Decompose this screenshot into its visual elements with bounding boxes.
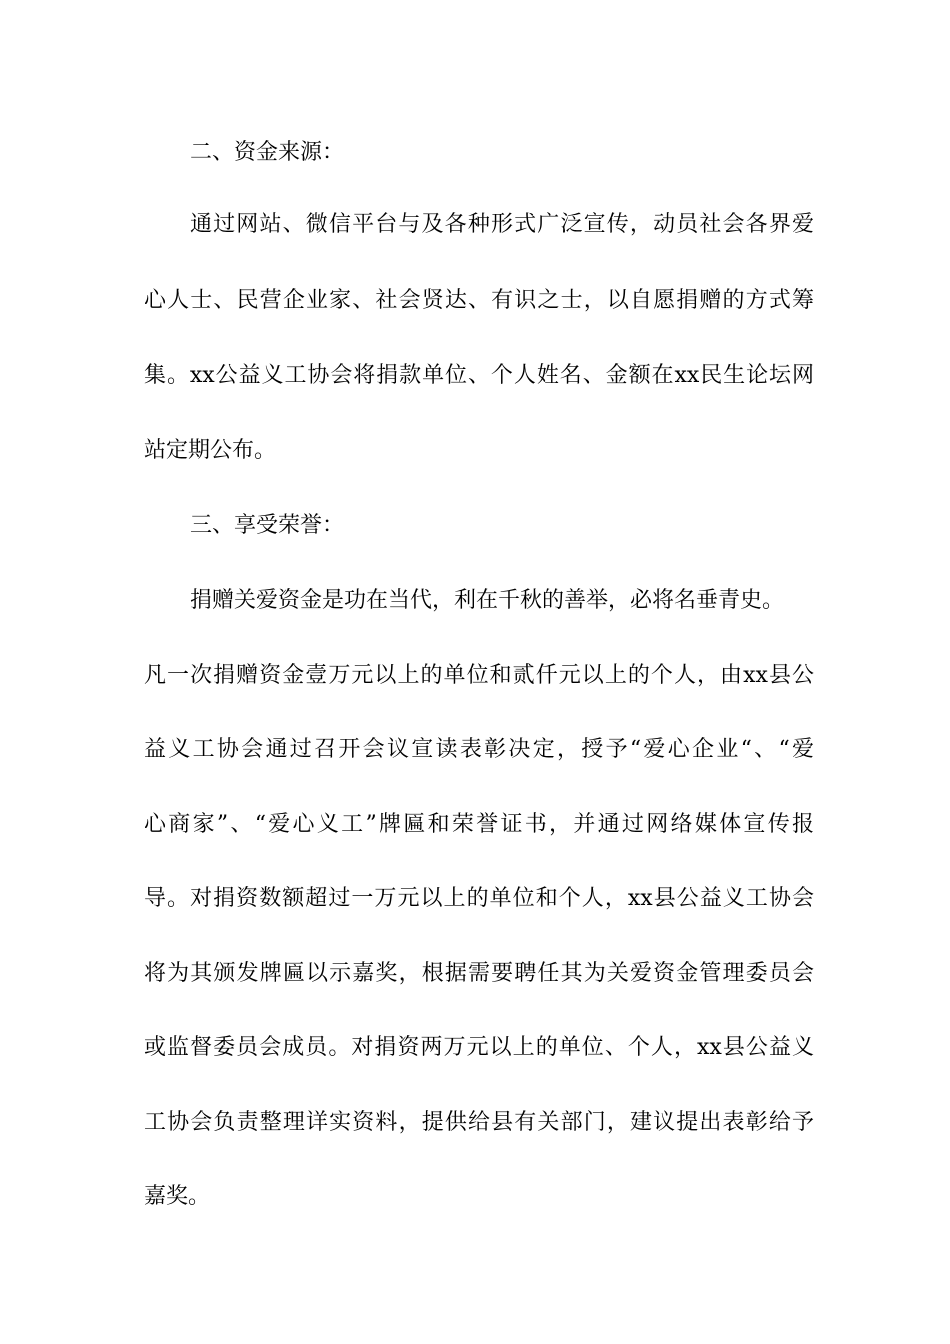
paragraph-line: 捐赠关爱资金是功在当代，利在千秋的善举，必将名垂青史。 [190, 588, 785, 613]
section-heading-honors: 三、享受荣誉： [190, 513, 345, 538]
paragraph-line: 通过网站、微信平台与及各种形式广泛宣传，动员社会各界爱 [190, 212, 814, 237]
paragraph-line: 心人士、民营企业家、社会贤达、有识之士，以自愿捐赠的方式筹 [144, 288, 814, 313]
paragraph-line: 导。对捐资数额超过一万元以上的单位和个人，xx县公益义工协会 [144, 886, 814, 911]
paragraph-line: 集。xx公益义工协会将捐款单位、个人姓名、金额在xx民生论坛网 [144, 363, 814, 388]
section-heading-funding-source: 二、资金来源： [190, 140, 345, 165]
paragraph-line: 或监督委员会成员。对捐资两万元以上的单位、个人，xx县公益义 [144, 1035, 814, 1060]
paragraph-line: 将为其颁发牌匾以示嘉奖，根据需要聘任其为关爱资金管理委员会 [144, 961, 814, 986]
paragraph-line: 心商家”、“爱心义工”牌匾和荣誉证书，并通过网络媒体宣传报 [144, 812, 814, 837]
paragraph-line: 站定期公布。 [144, 438, 277, 463]
paragraph-line: 益义工协会通过召开会议宣读表彰决定，授予“爱心企业“、“爱 [144, 737, 814, 762]
paragraph-line: 凡一次捐赠资金壹万元以上的单位和贰仟元以上的个人，由xx县公 [144, 663, 814, 688]
paragraph-line: 嘉奖。 [144, 1184, 211, 1209]
paragraph-line: 工协会负责整理详实资料，提供给县有关部门，建议提出表彰给予 [144, 1110, 814, 1135]
